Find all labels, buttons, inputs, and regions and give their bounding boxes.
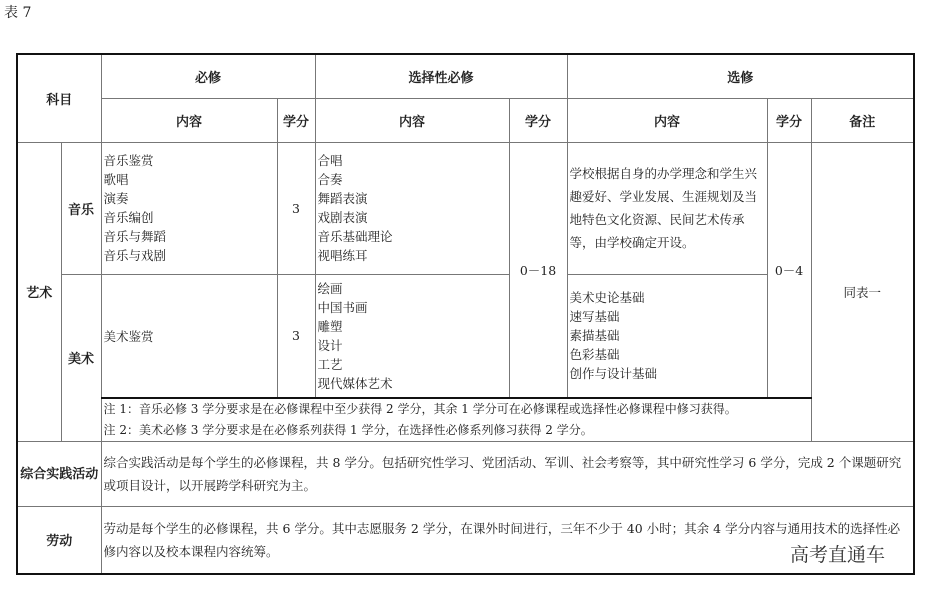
list-item: 素描基础 — [569, 328, 620, 344]
table-caption: 表 7 — [4, 5, 32, 21]
note-2: 注 2：美术必修 3 学分要求是在必修系列获得 1 学分，在选择性必修系列修习获得 2 学分。 — [103, 423, 593, 437]
header-required: 必修 — [101, 54, 315, 98]
list-item: 音乐与戏剧 — [103, 248, 167, 263]
fine-arts-selective-list — [315, 274, 509, 398]
practice-label: 综合实践活动 — [17, 442, 101, 507]
list-item: 音乐与舞蹈 — [103, 229, 167, 244]
arts-label: 艺术 — [17, 142, 61, 442]
list-item: 设计 — [317, 337, 343, 353]
list-item: 绘画 — [317, 280, 343, 296]
header-subject: 科目 — [17, 54, 101, 142]
list-item: 创作与设计基础 — [569, 366, 658, 382]
list-item: 合奏 — [317, 172, 343, 187]
note-1: 注 1：音乐必修 3 学分要求是在必修课程中至少获得 2 学分，其余 1 学分可在必修课程或选择性必修课程中修习获得。 — [103, 402, 737, 416]
list-item: 演奏 — [103, 191, 129, 206]
fine-arts-required-credits: 3 — [277, 274, 315, 398]
list-item: 视唱练耳 — [317, 248, 368, 263]
music-required-credits: 3 — [277, 142, 315, 274]
list-item: 雕塑 — [317, 318, 343, 334]
arts-remarks: 同表一 — [811, 142, 914, 442]
list-item: 美术史论基础 — [569, 290, 645, 306]
practice-text: 综合实践活动是每个学生的必修课程，共 8 学分。包括研究性学习、党团活动、军训、社会考察等，其中研究性学习 6 学分，完成 2 个课题研究或项目设计，以开展跨学科研究为主。 — [101, 442, 914, 507]
list-item: 舞蹈表演 — [317, 191, 368, 206]
header-remarks: 备注 — [811, 98, 914, 142]
fine-arts-required: 美术鉴赏 — [101, 274, 277, 398]
list-item: 现代媒体艺术 — [317, 375, 393, 391]
list-item: 速写基础 — [569, 309, 620, 325]
header-content: 内容 — [315, 98, 509, 142]
header-content: 内容 — [567, 98, 767, 142]
music-selective-list — [315, 142, 509, 274]
list-item: 歌唱 — [103, 172, 129, 187]
header-credits: 学分 — [767, 98, 811, 142]
list-item: 戏剧表演 — [317, 210, 368, 225]
header-elective: 选修 — [567, 54, 914, 98]
selective-credits: 0－18 — [509, 142, 567, 398]
header-credits: 学分 — [277, 98, 315, 142]
labor-label: 劳动 — [17, 507, 101, 574]
fine-arts-elective-list — [567, 274, 767, 398]
music-required-list — [101, 142, 277, 274]
music-elective-text: 学校根据自身的办学理念和学生兴趣爱好、学业发展、生涯规划及当地特色文化资源、民间艺术传承等，由学校确定开设。 — [567, 142, 767, 274]
list-item: 中国书画 — [317, 299, 368, 315]
list-item: 色彩基础 — [569, 347, 620, 363]
list-item: 工艺 — [317, 356, 343, 372]
curriculum-table — [16, 53, 915, 575]
arts-notes — [101, 398, 914, 442]
list-item: 合唱 — [317, 153, 343, 168]
header-credits: 学分 — [509, 98, 567, 142]
fine-arts-label: 美术 — [61, 274, 101, 442]
list-item: 音乐编创 — [103, 210, 154, 225]
header-content: 内容 — [101, 98, 277, 142]
labor-text: 劳动是每个学生的必修课程，共 6 学分。其中志愿服务 2 学分，在课外时间进行，三年不少于 40 小时；其余 4 学分内容与通用技术的选择性必修内容以及校本课程内容统筹。 — [101, 507, 914, 574]
elective-credits: 0－4 — [767, 142, 811, 398]
list-item: 音乐基础理论 — [317, 229, 393, 244]
list-item: 音乐鉴赏 — [103, 153, 154, 168]
music-label: 音乐 — [61, 142, 101, 274]
watermark: 高考直通车 — [790, 544, 886, 566]
header-selective-required: 选择性必修 — [315, 54, 567, 98]
